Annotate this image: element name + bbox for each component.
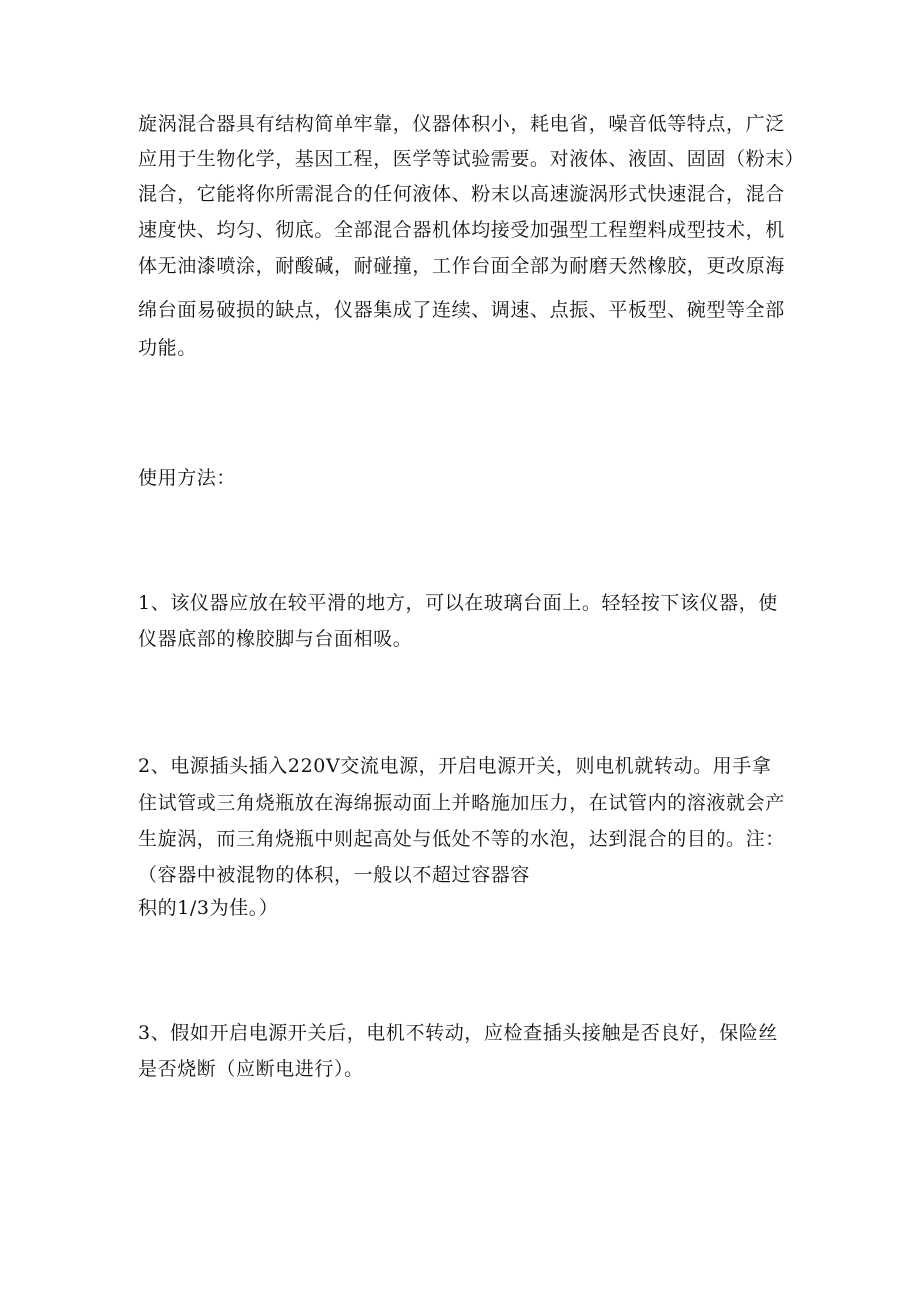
step-2-note-line: （容器中被混物的体积，一般以不超过容器容 bbox=[138, 864, 531, 886]
step-1-line: 仪器底部的橡胶脚与台面相吸。 bbox=[138, 628, 413, 650]
step-1-line: 1、该仪器应放在较平滑的地方，可以在玻璃台面上。轻轻按下该仪器，使 bbox=[138, 592, 778, 614]
intro-line: 旋涡混合器具有结构简单牢靠，仪器体积小，耗电省，噪音低等特点，广泛 bbox=[138, 113, 785, 135]
intro-line: 体无油漆喷涂，耐酸碱，耐碰撞，工作台面全部为耐磨天然橡胶，更改原海 bbox=[138, 255, 785, 277]
intro-line: 绵台面易破损的缺点，仪器集成了连续、调速、点振、平板型、碗型等全部 bbox=[138, 299, 785, 321]
step-2-line: 住试管或三角烧瓶放在海绵振动面上并略施加压力，在试管内的溶液就会产 bbox=[138, 792, 785, 814]
usage-heading: 使用方法： bbox=[138, 467, 237, 489]
intro-line: 混合，它能将你所需混合的任何液体、粉末以高速漩涡形式快速混合，混合 bbox=[138, 183, 785, 205]
step-2-note-line: 积的1/3为佳。） bbox=[138, 897, 279, 919]
step-3-line: 3、假如开启电源开关后，电机不转动，应检查插头接触是否良好，保险丝 bbox=[138, 1022, 778, 1044]
intro-line: 应用于生物化学，基因工程，医学等试验需要。对液体、液固、固固（粉末） bbox=[138, 148, 805, 170]
step-2-line: 2、电源插头插入220V交流电源，开启电源开关，则电机就转动。用手拿 bbox=[138, 755, 772, 777]
intro-line: 功能。 bbox=[138, 337, 197, 359]
step-2-line: 生旋涡，而三角烧瓶中则起高处与低处不等的水泡，达到混合的目的。注： bbox=[138, 828, 785, 850]
step-3-line: 是否烧断（应断电进行）。 bbox=[138, 1058, 364, 1080]
intro-line: 速度快、均匀、彻底。全部混合器机体均接受加强型工程塑料成型技术，机 bbox=[138, 219, 785, 241]
